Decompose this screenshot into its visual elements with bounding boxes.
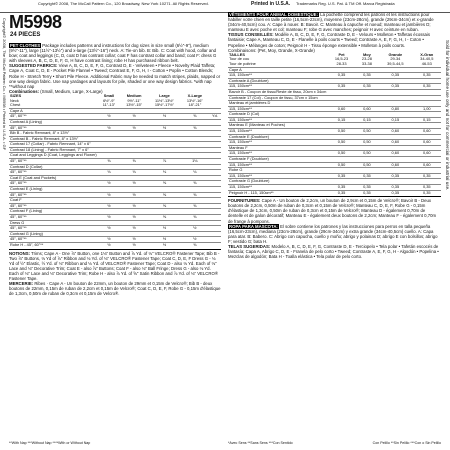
row-label: 45", 60"** [10,158,27,164]
row-value: ⅝ [162,180,167,186]
row-value: ⅝ [107,158,111,164]
row-value: 0,35 [363,184,371,189]
row-value: ½ [132,191,136,197]
right-margin-text: Sold for individual home use only and not for commercial or industrial use. [445,40,450,191]
table-cell: Neck [10,97,19,103]
pet-clothes-title: PET CLOTHES [10,43,41,48]
ropa-text: El sobre contiene los patrones y las instrucciones para perros en talla pequeña (16,5cm-23cm), mediana (23cm-28cm), grande (29cm-34cm) y extra grande (34cm-40,5cm) cuello. A: Capa para atar. B: Babero. C: Abrigo con capucha, cuello y moño; abrigo y polainas D; abrigo E con bolsillos; abrigo F; vestido G; bata H. [228,223,438,244]
english-column [9,43,221,296]
copyright-text: Copyright© 2008, The McCall Pattern Co., 120 Broadway, New York 10271. All Rights Reserved. [38,1,209,6]
row-value: ½ [107,202,111,208]
row-value: 0,35 [337,83,346,89]
divider [228,196,441,197]
row-value: 0,35 [337,189,346,195]
table-head-cell: TAILLES [229,51,245,57]
pieces-count: 24 PIECES [10,32,41,38]
row-label: Dress G [10,219,25,225]
metrage-table [228,53,441,195]
row-value: 0,50 [337,161,346,167]
ropa-block [228,224,441,244]
combinaisons-line: Combinaisons: (Pet, Moy, Grande, X-Grande) [228,47,315,53]
table-cell: 18"-21" [188,102,202,108]
left-footnote: **With Nap ***Without Nap ****With or Without Nap [9,441,91,445]
ropa-title: ROPA PARA MASCOTA: [229,223,278,229]
row-value: 0,60 [422,161,431,167]
row-label: 45", 60"** [10,236,27,242]
table-head-cell: Large [159,92,170,98]
row-value: ½ [132,214,136,219]
table-head-cell: Pet [338,51,345,57]
row-label: Coat F [10,197,22,203]
row-label: Contraste F (Doublure) [229,156,269,162]
row-value: ⅛ [107,169,111,175]
row-label: Cape A [229,66,242,72]
row-value: ⅛ [162,169,167,175]
row-value: 1,00 [422,105,431,111]
table-cell: 11"-13" [102,102,116,108]
row-value: ½ [162,236,167,242]
row-value: ⅛ [132,169,136,175]
row-value: 0,35 [363,189,371,195]
table-head-cell: Moy [363,51,371,57]
row-value: ½ [132,124,136,130]
row-value: ⅝ [193,214,197,219]
french-spanish-column [228,12,441,259]
row-label: 115, 150cm** [229,83,253,89]
row-value: 0,15 [337,116,346,122]
row-value: 0,50 [363,128,371,134]
row-value: ½ [107,124,111,130]
notions-block [9,251,221,282]
vetements-title: VÊTEMENTS POUR ANIMAL DOMESTIQUE: [229,12,319,17]
row-label: 45", 60"** [10,169,27,175]
row-value: ½ [107,225,111,231]
row-value: 0,60 [391,128,400,134]
row-label: 115, 150cm** [229,128,253,134]
row-value: ½ [132,225,136,231]
telas-text: Modelo A, B, C, D, E, F, G, Contraste D, E - Terciopelo • Tela polar • Tafetán escocés de fantasía; Capa A, Abrigo C, D, E - Franela de pelo corto • Tweed; Contraste A, E, F, G, H - Algodón • Popelina • Mezclas de algodón; Bata H - Toalla elástica • Tela polar de pelo corto. [228,244,439,260]
table-cell: 9½"-11" [127,97,141,103]
row-label: Manteau F [229,144,248,150]
row-label: Contrast 17 (Collar) - Fabric Remnant, 14" x 6" [10,141,91,147]
table-cell: 33-38 [361,60,372,66]
row-value: ⅛ [193,169,197,175]
row-value: ½ [107,180,111,186]
printed-in-text: Printed in U.S.A. [251,1,291,7]
trademark-text: Trademarks Reg. U.S. Pat. & TM Off. Marca Registrada [296,1,395,6]
row-value: 0,35 [422,83,431,89]
row-value: 0,35 [422,172,431,178]
row-value: 0,35 [422,72,431,78]
row-label: Contrast B - Fabric Remnant, 8" x 13½" [10,135,79,141]
row-label: Manteau E (Manteau et Poches) [229,122,286,128]
row-value: 0,50 [337,139,346,145]
row-value: ½ [132,113,136,119]
row-value: ½ [107,214,111,219]
table-cell: Chest [10,102,21,108]
combinations-label: Combinations: [9,88,40,94]
row-value: ⅝ [162,202,167,208]
row-label: 115, 150cm** [229,184,253,189]
row-value: 0,35 [337,184,346,189]
row-value: 0,50 [363,139,371,145]
row-value: ⅝ [193,180,197,186]
row-value: 0,50 [337,128,346,134]
row-value: 0,50 [363,150,371,156]
row-value: ½ [132,241,136,247]
table-cell: 6½"-9" [103,97,115,103]
row-value: ⅝ [193,241,197,247]
row-label: Contrast G (Lining) [10,230,43,236]
row-value: 0,35 [363,72,371,78]
row-label: 45", 60"** [10,191,27,197]
row-label: Contraste 17 (Col) - Coupon de tissu, 37cm x 15cm [229,94,318,100]
left-margin-strip [1,18,7,438]
row-value [209,242,221,247]
row-value: 0,15 [363,116,371,122]
row-value: 0,35 [391,189,400,195]
row-value: 0,35 [391,184,400,189]
row-value: ½ [162,225,167,231]
row-value: ⅝ [162,191,167,197]
row-value: ⅞ [162,158,167,164]
row-value: Yd. [211,113,218,119]
notions-title: NOTIONS: [9,250,31,256]
row-value: 0,35 [422,184,431,189]
table-head-cell: SIZES [10,92,22,98]
row-label: Robe G [229,167,243,173]
row-value: 0,60 [422,150,431,156]
tissus-title: TISSUS CONSEILLÉS: [228,32,274,38]
pet-clothes-block [9,43,221,63]
mercerie-block [9,281,221,296]
right-footnote-2: Con Pelillo **Sin Pelillo ***Con o Sin Pelillo [372,441,441,445]
yardage-table [9,94,221,248]
row-label: 115, 150cm** [229,105,253,111]
row-value: ½ [193,236,197,242]
row-label: 115, 150cm** [229,72,253,78]
row-label: 45", 60"** [10,124,27,130]
row-value: 0,60 [422,128,431,134]
table-row [228,190,441,195]
row-value: 0,35 [363,83,371,89]
row-value: 0,15 [422,116,431,122]
table-row [9,242,221,247]
row-value: 0,60 [337,105,346,111]
row-label: Contraste G (Doublure) [229,178,270,184]
row-label: Peignoir H - 115, 150cm** [229,189,274,195]
table-head-cell: Small [103,92,115,98]
table-head-cell: X-Large [187,92,203,98]
row-value: 0,15 [391,116,400,122]
fournitures-title: FOURNITURES: [228,198,261,204]
row-value: 0,35 [363,172,371,178]
pet-clothes-text: Package includes patterns and instructions for dog sizes in size small (6½"-9"), medium (9½"-11"), large (11½"-13½") and x-large (13½"-16") neck. A: Tie-on bib. B: Bib. C: Coat with hood, collar and bow; coat and leggings (C, D, coat D has contrast collar; coat F has contrast collar and band; coat F: dress G with sleeves A, B, C, D, E, F, G, H have contrast lining; robe H has purchased ribbon belt. [9,43,217,64]
table-cell: Tour de cou [229,56,250,62]
row-label: 45", 60"** [10,225,27,231]
table-head-cell: Medium [126,92,142,98]
row-label: Robe H - 45", 60"** [10,241,44,247]
row-value: 0,35 [337,172,346,178]
row-label: Bavoir B - Coupon de tissu/Reste de tissu, 20cm x 34cm [229,88,327,94]
table-cell: 46-53 [421,60,432,66]
mercerie-title: MERCERIE: [9,281,34,287]
row-label: Contraste D (Col) [229,111,260,117]
row-label: 45", 60"** [10,180,27,186]
row-value: 0,60 [363,105,371,111]
row-label: Coat E (Coat and Pockets) [10,174,57,180]
row-value: 0,80 [391,105,400,111]
table-head-cell: Grande [388,51,403,57]
row-label: 45", 60"** [10,214,27,219]
row-value: ½ [107,113,111,119]
row-value: ½ [132,180,136,186]
row-label: 115, 150cm** [229,150,253,156]
row-value: ½ [132,236,136,242]
tissus-text: Modèle A, B, C, D, E, F, G, Contraste D, E - Velours • Molleton • Taffetas écossais fantaisie; Cape A, Manteau C, D, E - Flanelle à poils courts • Tweed; Contraste A, E, F, G, H, I - Coton • Popeline • Mélanges de coton; Peignoir H - Tissu éponge extensible • Molleton à poils courts. [228,32,431,48]
table-cell: 15½"-17½" [154,102,175,108]
row-value: 0,35 [391,172,400,178]
suggested-fabrics-block [9,63,221,88]
row-value: 0,50 [363,161,371,167]
row-label: Contraste E (Doublure) [229,133,270,139]
row-label: 45", 60"** [10,113,27,119]
table-cell: 16,5-23 [334,56,349,62]
row-value: 0,60 [391,139,400,145]
row-value: ½ [193,225,197,231]
row-label: 115, 150cm** [229,116,253,122]
row-value: 0,35 [337,72,346,78]
vetements-text: La pochette comprend les patrons et les instructions pour habiller votre chien en taille petite (16,5cm-23cm), moyenne (23cm-28cm), grande (29cm-34cm) et x-grande (34cm-40,5cm) cou. A: Cape à nouer. B: Bavoir. C: Manteau à capuche et noeud; manteau et jambières D; manteau E avec poche et col; manteau F; robe G avec manches; peignoir H avec ceinture en ruban. [228,12,434,33]
mercerie-text: Ribes · Cape A - Un bouton de 22mm, un bouton de 29mm et 0,15m de Velcro®; Bib B - deux boutons de 22mm, 0,15m de ruban de 2,2cm et 0,15m de Velcro®; Coat C, D, E, F, Robe G - 0,15m d'élastique de 1,3cm, 0,50m de ruban de 0,3cm et 0,15m de Velcro®. [9,281,221,297]
row-label: Manteau et jambières D [229,100,271,106]
row-value: ½ [107,241,111,247]
row-value: 0,35 [391,72,400,78]
row-label: 115, 150cm** [229,161,253,167]
row-value: 0,50 [337,150,346,156]
telas-title: TELAS SUGERIDAS: [228,244,271,250]
table-cell: 28-33 [336,60,347,66]
row-value: ⅝ [193,113,197,119]
row-label: 115, 150cm** [229,139,253,145]
row-value: ⅝ [162,214,167,219]
table-cell: Tour de poitrine [229,60,256,66]
right-footnote: *Avec Sens **Sans Sens ***Con Sentido [228,441,293,445]
table-cell: 23-28 [361,56,372,62]
row-value: 1⅛ [192,158,198,164]
row-label: Contrast F (Lining) [10,208,43,214]
table-cell: 29-34 [390,56,401,62]
notions-text: Trims; Cape A - One ⅞" Button, one 1⅛" Button and ⅞ Yd. of ⅛" VELCRO® Fastener Tape; Bib B - Two ⅞" Buttons, ⅛ Yd of ⅞" Ribbon and ⅛ Yd. of ⅛" VELCRO® Fastener Tape; Coat C, D, E, F Dress G - ⅛ Yd of ½" Elastic, ½ Yd. of ⅛" Ribbon and ⅛ Yd. of VELCRO® Fastener Tape; Coat D - also ⅛ Yd. Each of ⅛" Lace and ⅛" Decorative Trim; Coat E - also ⅞" Buttons; Coat F - also ⅛" Ball Fringe; Dress G - also ⅛ Yd. Each of ⅛" Lace and ⅛" Decorative Trim; Robe H - also ⅞ Yd. of ⅝" Satin Ribbon and ⅞ Yd. of ⅛" VELCRO® Fastener Tape. [9,250,220,282]
telas-block [228,244,441,259]
row-label: Contraste A (Doublure) [229,77,269,83]
row-label: Cape A [10,107,23,113]
row-value: ½ [162,241,167,247]
tissus-block [228,32,441,47]
combinations-value: (Small, Medium, Large, X-Large) [40,88,103,94]
row-value: ½ [107,236,111,242]
table-cell: 13½"-15" [126,102,143,108]
row-value: ½ [132,202,136,208]
row-label: Coat and Leggings D (Coat, Leggings and Flower) [10,152,97,158]
row-value: ⅝ [193,124,197,130]
row-value: ½ [107,191,111,197]
row-value: 0,60 [391,161,400,167]
row-label: 45", 60"** [10,202,27,208]
vetements-block [228,12,441,32]
row-label: 115, 150cm** [229,172,253,178]
table-cell: 34-40,5 [420,56,434,62]
suggested-fabrics-text: View A, B, C, D, E, F, G, Contrast D, E - Velveteen • Fleece • Novelty Plaid Taffeta; Cape A, Coat C, D, E - Pocket Pile Flannel • Tweed; Contrast E, F, G, H, I - Cotton • Poplin • Cotton Blends; Robe H - Stretch Terry • Short Pile Fleece. Additional Fabric may be needed to match stripes, plaids, napped or one way design fabric. Use nap yardages and layouts for pile, shaded or one way design fabrics. *with nap **without nap [9,63,221,89]
divider [9,249,221,250]
row-label: Contrast E (Lining) [10,186,43,192]
table-cell: 11½"-13½" [155,97,174,103]
row-label: Contrast D (Collar) [10,163,43,169]
row-value: ⅝ [193,202,197,208]
right-margin-strip [442,40,450,440]
row-label: Bib B - Fabric Remnant, 8" x 13½" [10,130,70,136]
suggested-fabrics-title: SUGGESTED FABRICS: [9,63,58,69]
table-cell: 39,5-44,5 [387,60,404,66]
row-value: 0,60 [422,139,431,145]
row-label: Contrast 18 (Lining) - Fabric Remnant, 7" x 6" [10,146,89,152]
row-value: 0,35 [422,189,431,195]
row-value: ½ [162,113,167,119]
row-value: 0,60 [391,150,400,156]
pattern-number: M5998 [9,12,62,32]
row-value: ½ [162,124,167,130]
row-value: ⅝ [193,191,197,197]
row-value: ⅝ [132,158,136,164]
row-label: Contrast A (Lining) [10,118,43,124]
row-value: 0,35 [391,83,400,89]
left-margin-text: Copyright© 2008, The McCall Pattern Co. • M5998 • Printed in U.S.A. • GF [2,18,7,151]
table-head-cell: X-Gran [420,51,434,57]
table-cell: 13½"-16" [186,97,203,103]
fournitures-text: Cape A - Un bouton de 2,2cm, un bouton de 2,9cm et 0,15m de Velcro®; Bavoir B - Deux boutons de 2,2cm, 0,50m de ruban de 0,3cm et 0,15m de Velcro®; Manteau C, D, E, F, Robe G - 0,15m d'élastique de 1,3cm, 0,50m de ruban de 0,3cm et 0,15m de Velcro®; Manteau D - également 0,70m de dentelle et de galon décoratif; Manteau E - également deux boutons de 2,2cm; Manteau F - également 0,70m de frange à pompons. [228,198,437,224]
fournitures-block [228,198,441,223]
